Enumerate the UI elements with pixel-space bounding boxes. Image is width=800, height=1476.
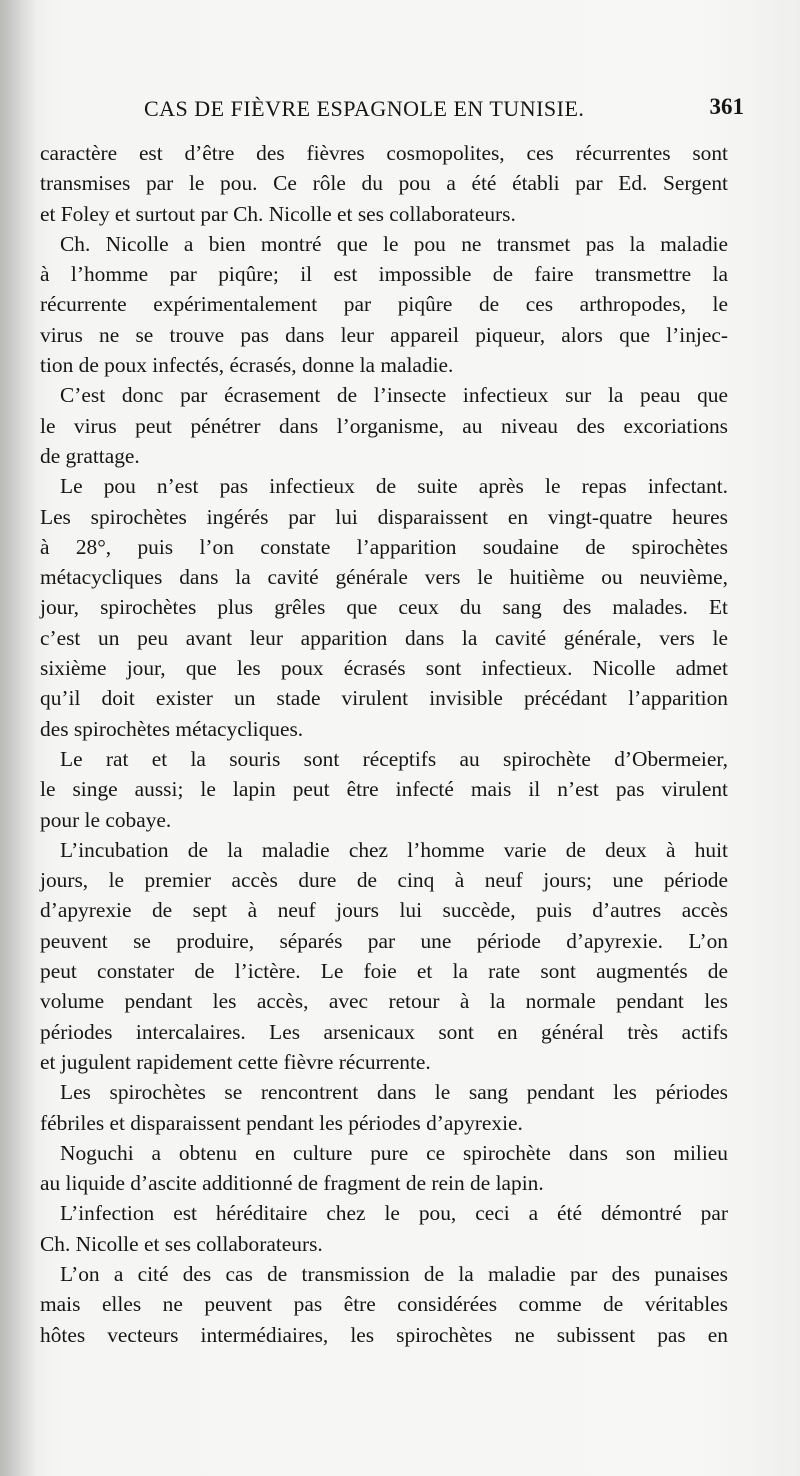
text-line: d’apyrexie de sept à neuf jours lui succède, puis d’autres accès: [40, 898, 728, 923]
text-line: sixième jour, que les poux écrasés sont infectieux. Nicolle admet: [40, 656, 728, 681]
text-line: à l’homme par piqûre; il est impossible de faire transmettre la: [40, 262, 728, 287]
text-line: métacycliques dans la cavité générale vers le huitième ou neuvième,: [40, 565, 728, 590]
text-line: Les spirochètes se rencontrent dans le sang pendant les périodes: [60, 1080, 728, 1105]
text-line: L’on a cité des cas de transmission de la maladie par des punaises: [60, 1261, 728, 1286]
text-line: L’incubation de la maladie chez l’homme varie de deux à huit: [60, 837, 728, 862]
text-line: des spirochètes métacycliques.: [40, 716, 304, 741]
text-line: peut constater de l’ictère. Le foie et la rate sont augmentés de: [40, 959, 728, 984]
text-line: L’infection est héréditaire chez le pou, ceci a été démontré par: [60, 1201, 728, 1226]
text-line: Noguchi a obtenu en culture pure ce spirochète dans son milieu: [60, 1140, 728, 1165]
text-line: Les spirochètes ingérés par lui disparaissent en vingt-quatre heures: [40, 504, 728, 529]
text-line: Ch. Nicolle a bien montré que le pou ne transmet pas la maladie: [60, 231, 728, 256]
text-line: et Foley et surtout par Ch. Nicolle et ses collaborateurs.: [40, 201, 516, 226]
text-line: c’est un peu avant leur apparition dans la cavité générale, vers le: [40, 625, 728, 650]
text-line: Le pou n’est pas infectieux de suite après le repas infectant.: [60, 474, 728, 499]
text-line: virus ne se trouve pas dans leur appareil piqueur, alors que l’injec-: [40, 322, 728, 347]
text-line: jour, spirochètes plus grêles que ceux du sang des malades. Et: [40, 595, 728, 620]
text-line: de grattage.: [40, 443, 140, 468]
page-header: [144, 92, 744, 128]
text-line: C’est donc par écrasement de l’insecte infectieux sur la peau que: [60, 383, 728, 408]
text-line: Ch. Nicolle et ses collaborateurs.: [40, 1231, 323, 1256]
text-line: récurrente expérimentalement par piqûre de ces arthropodes, le: [40, 292, 728, 317]
text-line: fébriles et disparaissent pendant les périodes d’apyrexie.: [40, 1110, 523, 1135]
text-line: caractère est d’être des fièvres cosmopolites, ces récurrentes sont: [40, 141, 728, 165]
text-line: qu’il doit exister un stade virulent invisible précédant l’apparition: [40, 686, 728, 711]
text-line: le singe aussi; le lapin peut être infecté mais il n’est pas virulent: [40, 777, 728, 802]
text-line: jours, le premier accès dure de cinq à neuf jours; une période: [40, 868, 728, 893]
body-text: [40, 138, 728, 1350]
text-line: à 28°, puis l’on constate l’apparition soudaine de spirochètes: [40, 534, 728, 559]
text-line: le virus peut pénétrer dans l’organisme, au niveau des excoriations: [40, 413, 728, 438]
text-line: volume pendant les accès, avec retour à la normale pendant les: [40, 989, 728, 1014]
page-number: 361: [709, 94, 744, 119]
running-title: CAS DE FIÈVRE ESPAGNOLE EN TUNISIE.: [144, 96, 585, 121]
text-line: et jugulent rapidement cette fièvre récurrente.: [40, 1049, 431, 1074]
text-line: pour le cobaye.: [40, 807, 172, 832]
text-line: tion de poux infectés, écrasés, donne la maladie.: [40, 353, 454, 378]
text-line: peuvent se produire, séparés par une période d’apyrexie. L’on: [40, 928, 728, 953]
text-line: Le rat et la souris sont réceptifs au spirochète d’Obermeier,: [60, 746, 728, 771]
text-line: périodes intercalaires. Les arsenicaux sont en général très actifs: [40, 1019, 728, 1044]
text-line: hôtes vecteurs intermédiaires, les spirochètes ne subissent pas en: [40, 1322, 728, 1347]
text-line: mais elles ne peuvent pas être considérées comme de véritables: [40, 1292, 728, 1317]
text-line: transmises par le pou. Ce rôle du pou a été établi par Ed. Sergent: [40, 171, 728, 196]
text-line: au liquide d’ascite additionné de fragment de rein de lapin.: [40, 1171, 544, 1196]
page-spine-shadow: [0, 0, 36, 1476]
